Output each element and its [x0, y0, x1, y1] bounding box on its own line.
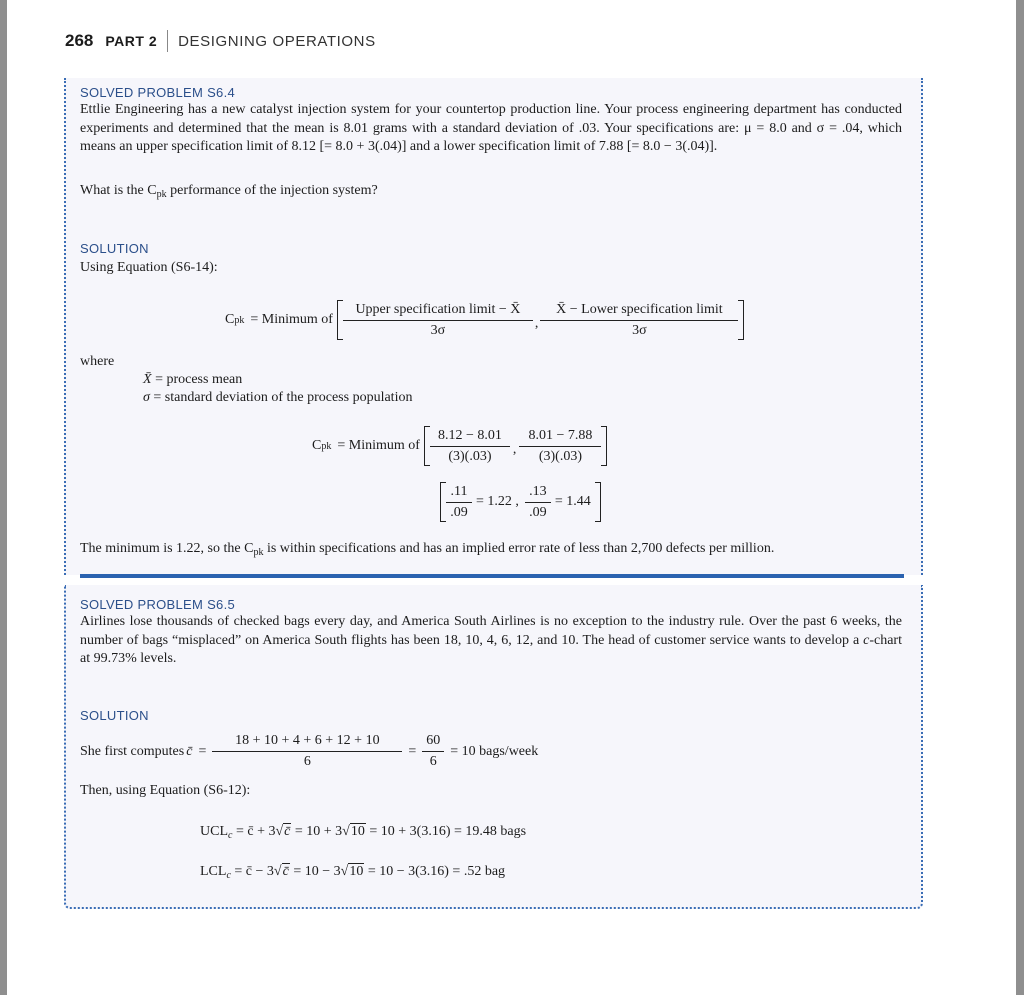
problem-heading: SOLVED PROBLEM S6.5	[80, 597, 236, 612]
part-label: PART 2	[105, 33, 158, 49]
calc-lhs-sub: pk	[321, 440, 332, 452]
fraction-numerator: 60	[422, 733, 444, 752]
calc-fraction-2	[519, 428, 601, 465]
formula-fraction-1	[343, 302, 533, 339]
formula-lhs: C	[225, 312, 235, 327]
cpk-result	[440, 482, 601, 522]
conclusion-post: is within specifications and has an implied error rate of less than 2,700 defects per million.	[263, 541, 775, 556]
result-fraction-1	[446, 484, 472, 521]
conclusion	[80, 541, 774, 558]
chapter-title: DESIGNING OPERATIONS	[178, 32, 376, 50]
fraction-numerator: .13	[525, 484, 551, 503]
where-label: where	[80, 354, 115, 369]
conclusion-pre: The minimum is 1.22, so the C	[80, 541, 254, 556]
ucl-pre: = c̄ + 3√	[235, 824, 284, 839]
fraction-denominator: .09	[529, 504, 547, 520]
equals-sign: =	[408, 743, 417, 759]
lcl-mid: = 10 − 3√	[293, 864, 349, 879]
fraction-denominator: (3)(.03)	[538, 448, 582, 464]
lcl-radicand-2: 10	[349, 864, 364, 879]
right-bracket	[738, 300, 744, 340]
ucl-mid: = 10 + 3√	[294, 824, 350, 839]
ucl-sub: c	[228, 830, 233, 841]
lcl-post: = 10 − 3(3.16) = .52 bag	[367, 864, 506, 879]
fraction-denominator: 3σ	[430, 322, 446, 338]
calc-lhs: C	[312, 438, 322, 453]
definition-mean	[143, 372, 242, 388]
running-header	[65, 28, 376, 54]
problem-text	[80, 613, 902, 669]
computes-text: She first computes	[80, 743, 185, 759]
ucl-radicand-2: 10	[350, 824, 365, 839]
mean-symbol: X̄	[143, 372, 152, 387]
lcl-radicand-1: c̄	[282, 864, 289, 879]
result-fraction-2	[525, 484, 551, 521]
sigma-symbol: σ	[143, 390, 150, 405]
mean-computation	[80, 733, 538, 770]
then-using-equation: Then, using Equation (S6-12):	[80, 783, 251, 798]
using-equation: Using Equation (S6-14):	[80, 260, 218, 275]
calc-fraction-1	[430, 428, 510, 465]
fraction-denominator: .09	[450, 504, 468, 520]
fraction-denominator: 6	[429, 754, 437, 769]
problem-text: Ettlie Engineering has a new catalyst injection system for your countertop production line. Your process engineering department has conducted experiments and determined that the mean is 8.01 grams with a standard deviation of .03. Your specifications are: μ = 8.0 and σ = .04, which means an upper specification limit of 8.12 [= 8.0 + 3(.04)] and a lower specification limit of 7.88 [= 8.0 − 3(.04)].	[80, 102, 902, 154]
fraction-denominator: 6	[303, 754, 311, 769]
mean-definition: = process mean	[155, 372, 243, 387]
equals-sign: =	[198, 743, 207, 759]
fraction-numerator: 8.12 − 8.01	[430, 428, 510, 447]
ucl-post: = 10 + 3(3.16) = 19.48 bags	[369, 824, 527, 839]
result-value-1: = 1.22 ,	[476, 494, 519, 509]
section-divider	[80, 574, 904, 578]
cpk-formula	[225, 300, 744, 340]
fraction-numerator: 8.01 − 7.88	[519, 428, 601, 447]
problem-text-pre: Airlines lose thousands of checked bags every day, and America South Airlines is no exception to the industry rule. Over the past 6 weeks, the number of bags “misplaced” on America South flights has been 18, 10, 4, 6, 12, and 10. The head of customer service wants to develop a	[80, 614, 902, 648]
fraction-numerator: 18 + 10 + 4 + 6 + 12 + 10	[212, 733, 402, 752]
fraction-numerator: Upper specification limit − X̄	[343, 302, 533, 321]
mean-fraction	[212, 733, 402, 770]
question-sub: pk	[156, 189, 167, 200]
lcl-sub: c	[226, 870, 231, 881]
solution-heading: SOLUTION	[80, 241, 149, 256]
right-bracket	[595, 482, 601, 522]
fraction-denominator: (3)(.03)	[448, 448, 492, 464]
lcl-label: LCL	[200, 864, 227, 879]
page-edge-left	[0, 0, 7, 995]
solution-heading: SOLUTION	[80, 708, 149, 723]
comma: ,	[512, 442, 517, 457]
page-number: 268	[65, 31, 94, 50]
mean-fraction-2	[422, 733, 444, 770]
sigma-definition: = standard deviation of the process population	[153, 390, 413, 405]
comma: ,	[534, 316, 539, 331]
definition-sigma	[143, 390, 412, 406]
problem-question	[80, 183, 378, 200]
formula-lhs-sub: pk	[234, 314, 245, 326]
ucl-radicand-1: c̄	[284, 824, 291, 839]
question-post: performance of the injection system?	[166, 183, 378, 198]
lcl-pre: = c̄ − 3√	[234, 864, 282, 879]
mean-result: = 10 bags/week	[450, 743, 539, 759]
cpk-calculation	[312, 426, 607, 466]
fraction-numerator: X̄ − Lower specification limit	[540, 302, 738, 321]
calc-eq: = Minimum of	[337, 438, 420, 453]
page-edge-right	[1016, 0, 1024, 995]
lcl-equation	[200, 864, 505, 881]
conclusion-sub: pk	[253, 547, 264, 558]
problem-text-c: c	[863, 632, 870, 648]
question-pre: What is the C	[80, 183, 157, 198]
problem-text-post: -chart at 99.73% levels.	[80, 632, 902, 666]
c-bar-symbol: c̄	[186, 743, 193, 759]
ucl-equation	[200, 824, 526, 841]
formula-fraction-2	[540, 302, 738, 339]
ucl-label: UCL	[200, 824, 228, 839]
result-value-2: = 1.44	[554, 494, 591, 509]
fraction-denominator: 3σ	[632, 322, 647, 338]
problem-heading: SOLVED PROBLEM S6.4	[80, 85, 236, 100]
formula-eq: = Minimum of	[250, 312, 333, 327]
fraction-numerator: .11	[446, 484, 472, 503]
right-bracket	[601, 426, 607, 466]
header-divider	[167, 30, 168, 52]
